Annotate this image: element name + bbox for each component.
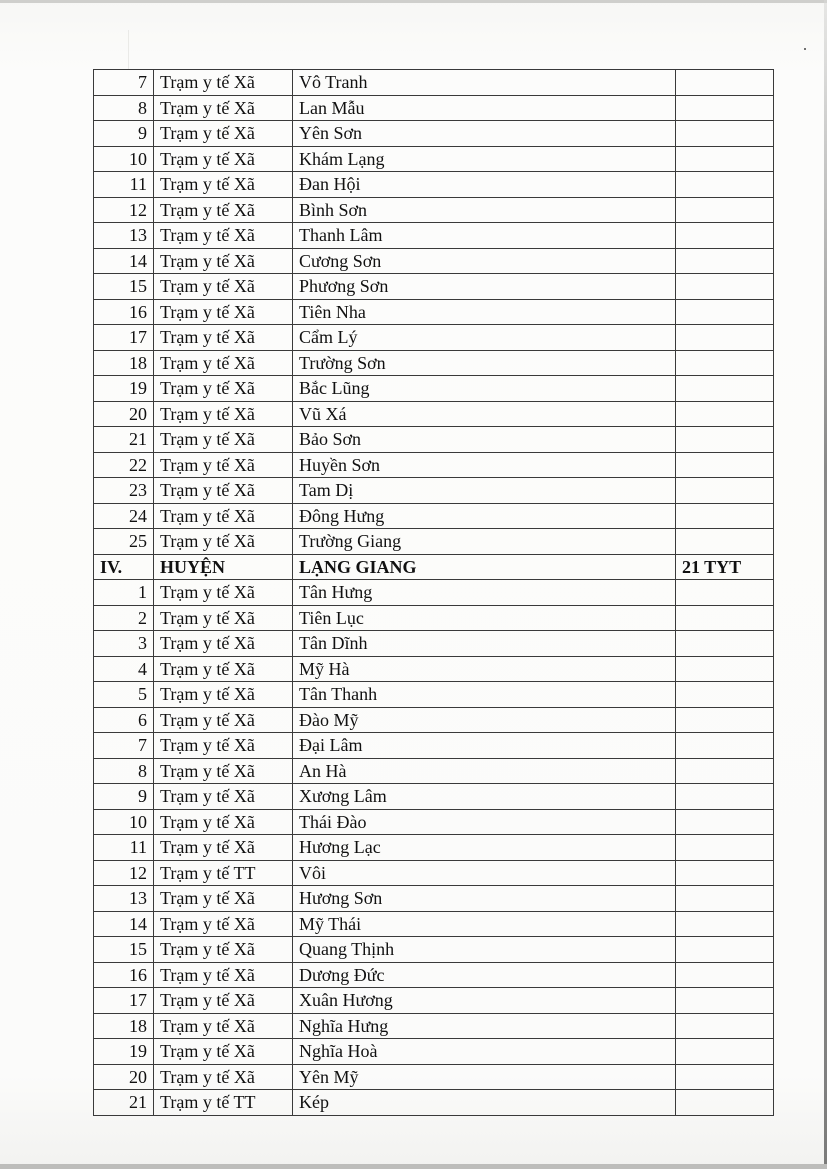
cell-facility-type: Trạm y tế Xã	[154, 146, 293, 172]
cell-facility-type: Trạm y tế Xã	[154, 299, 293, 325]
cell-facility-type: Trạm y tế Xã	[154, 937, 293, 963]
cell-count	[676, 605, 774, 631]
cell-number: 15	[94, 937, 154, 963]
cell-facility-type: Trạm y tế Xã	[154, 631, 293, 657]
cell-commune-name: Cẩm Lý	[293, 325, 676, 351]
cell-count	[676, 401, 774, 427]
table-row	[94, 1090, 774, 1116]
cell-commune-name: Tân Dĩnh	[293, 631, 676, 657]
cell-count	[676, 223, 774, 249]
cell-number: 21	[94, 1090, 154, 1116]
table-row	[94, 401, 774, 427]
cell-count	[676, 733, 774, 759]
cell-number: 7	[94, 733, 154, 759]
cell-number: 16	[94, 962, 154, 988]
cell-count	[676, 146, 774, 172]
table-row	[94, 325, 774, 351]
table-row	[94, 682, 774, 708]
cell-facility-type: Trạm y tế Xã	[154, 962, 293, 988]
station-count: 21 TYT	[676, 554, 774, 580]
cell-count	[676, 682, 774, 708]
cell-facility-type: Trạm y tế Xã	[154, 707, 293, 733]
cell-count	[676, 529, 774, 555]
table-row	[94, 478, 774, 504]
section-number: IV.	[94, 554, 154, 580]
cell-commune-name: Bình Sơn	[293, 197, 676, 223]
cell-number: 12	[94, 860, 154, 886]
cell-facility-type: Trạm y tế Xã	[154, 784, 293, 810]
cell-commune-name: Quang Thịnh	[293, 937, 676, 963]
cell-facility-type: Trạm y tế Xã	[154, 121, 293, 147]
cell-facility-type: Trạm y tế Xã	[154, 580, 293, 606]
cell-count	[676, 121, 774, 147]
cell-count	[676, 631, 774, 657]
cell-commune-name: Dương Đức	[293, 962, 676, 988]
table-row	[94, 886, 774, 912]
cell-number: 21	[94, 427, 154, 453]
cell-number: 13	[94, 223, 154, 249]
cell-facility-type: Trạm y tế Xã	[154, 1064, 293, 1090]
cell-number: 1	[94, 580, 154, 606]
cell-count	[676, 911, 774, 937]
cell-number: 3	[94, 631, 154, 657]
cell-number: 18	[94, 1013, 154, 1039]
cell-commune-name: Tân Thanh	[293, 682, 676, 708]
cell-number: 4	[94, 656, 154, 682]
cell-commune-name: Thanh Lâm	[293, 223, 676, 249]
table-row	[94, 121, 774, 147]
cell-facility-type: Trạm y tế Xã	[154, 911, 293, 937]
cell-commune-name: Huyền Sơn	[293, 452, 676, 478]
table-row	[94, 452, 774, 478]
cell-number: 2	[94, 605, 154, 631]
cell-number: 22	[94, 452, 154, 478]
table-row	[94, 146, 774, 172]
table-row	[94, 248, 774, 274]
table-body	[94, 70, 774, 1116]
cell-facility-type: Trạm y tế Xã	[154, 223, 293, 249]
table-row	[94, 223, 774, 249]
cell-facility-type: Trạm y tế Xã	[154, 95, 293, 121]
cell-count	[676, 656, 774, 682]
cell-count	[676, 860, 774, 886]
cell-facility-type: Trạm y tế Xã	[154, 248, 293, 274]
cell-commune-name: Đào Mỹ	[293, 707, 676, 733]
scan-speck	[804, 48, 806, 50]
cell-count	[676, 299, 774, 325]
cell-number: 19	[94, 376, 154, 402]
cell-count	[676, 350, 774, 376]
table-row	[94, 172, 774, 198]
cell-commune-name: Phương Sơn	[293, 274, 676, 300]
cell-count	[676, 172, 774, 198]
cell-facility-type: Trạm y tế Xã	[154, 427, 293, 453]
cell-commune-name: Kép	[293, 1090, 676, 1116]
cell-count	[676, 809, 774, 835]
page-bottom-edge	[0, 1164, 827, 1169]
table-row	[94, 1013, 774, 1039]
cell-count	[676, 452, 774, 478]
health-station-table	[93, 69, 774, 1116]
table-row	[94, 784, 774, 810]
cell-count	[676, 1013, 774, 1039]
cell-number: 20	[94, 401, 154, 427]
cell-commune-name: Tân Hưng	[293, 580, 676, 606]
cell-count	[676, 1039, 774, 1065]
cell-facility-type: Trạm y tế Xã	[154, 682, 293, 708]
cell-commune-name: Thái Đào	[293, 809, 676, 835]
table-row	[94, 95, 774, 121]
cell-count	[676, 70, 774, 96]
cell-number: 18	[94, 350, 154, 376]
table-row	[94, 70, 774, 96]
cell-facility-type: Trạm y tế Xã	[154, 197, 293, 223]
cell-count	[676, 95, 774, 121]
section-label: HUYỆN	[154, 554, 293, 580]
table-row	[94, 733, 774, 759]
cell-commune-name: Vũ Xá	[293, 401, 676, 427]
cell-facility-type: Trạm y tế Xã	[154, 809, 293, 835]
cell-count	[676, 784, 774, 810]
cell-number: 5	[94, 682, 154, 708]
cell-commune-name: Mỹ Hà	[293, 656, 676, 682]
cell-facility-type: Trạm y tế Xã	[154, 503, 293, 529]
cell-facility-type: Trạm y tế Xã	[154, 172, 293, 198]
table-row	[94, 503, 774, 529]
cell-commune-name: Yên Mỹ	[293, 1064, 676, 1090]
cell-count	[676, 707, 774, 733]
cell-commune-name: Nghĩa Hoà	[293, 1039, 676, 1065]
cell-number: 11	[94, 835, 154, 861]
cell-facility-type: Trạm y tế Xã	[154, 1039, 293, 1065]
cell-count	[676, 427, 774, 453]
table-row	[94, 580, 774, 606]
cell-number: 7	[94, 70, 154, 96]
cell-commune-name: Trường Sơn	[293, 350, 676, 376]
cell-commune-name: Tiên Lục	[293, 605, 676, 631]
cell-facility-type: Trạm y tế Xã	[154, 350, 293, 376]
table-row	[94, 962, 774, 988]
cell-commune-name: Xuân Hương	[293, 988, 676, 1014]
table-row	[94, 274, 774, 300]
cell-facility-type: Trạm y tế Xã	[154, 70, 293, 96]
cell-commune-name: Hương Lạc	[293, 835, 676, 861]
cell-number: 9	[94, 121, 154, 147]
cell-commune-name: Khám Lạng	[293, 146, 676, 172]
table-row	[94, 350, 774, 376]
cell-commune-name: Trường Giang	[293, 529, 676, 555]
table-row	[94, 1039, 774, 1065]
cell-number: 23	[94, 478, 154, 504]
table-row	[94, 197, 774, 223]
cell-number: 8	[94, 758, 154, 784]
cell-commune-name: Vô Tranh	[293, 70, 676, 96]
cell-commune-name: Mỹ Thái	[293, 911, 676, 937]
cell-count	[676, 274, 774, 300]
cell-commune-name: Đông Hưng	[293, 503, 676, 529]
cell-count	[676, 1064, 774, 1090]
cell-number: 9	[94, 784, 154, 810]
cell-commune-name: Cương Sơn	[293, 248, 676, 274]
cell-count	[676, 886, 774, 912]
cell-count	[676, 478, 774, 504]
cell-commune-name: Hương Sơn	[293, 886, 676, 912]
cell-number: 25	[94, 529, 154, 555]
cell-count	[676, 758, 774, 784]
cell-count	[676, 503, 774, 529]
cell-number: 15	[94, 274, 154, 300]
table-row	[94, 988, 774, 1014]
cell-number: 16	[94, 299, 154, 325]
cell-facility-type: Trạm y tế Xã	[154, 733, 293, 759]
cell-number: 14	[94, 911, 154, 937]
cell-count	[676, 376, 774, 402]
cell-number: 19	[94, 1039, 154, 1065]
cell-number: 10	[94, 809, 154, 835]
cell-facility-type: Trạm y tế TT	[154, 860, 293, 886]
cell-commune-name: Lan Mẫu	[293, 95, 676, 121]
table-row	[94, 911, 774, 937]
table-row	[94, 937, 774, 963]
cell-commune-name: Tiên Nha	[293, 299, 676, 325]
cell-facility-type: Trạm y tế Xã	[154, 835, 293, 861]
cell-commune-name: Nghĩa Hưng	[293, 1013, 676, 1039]
cell-commune-name: Bắc Lũng	[293, 376, 676, 402]
cell-number: 8	[94, 95, 154, 121]
cell-commune-name: An Hà	[293, 758, 676, 784]
cell-facility-type: Trạm y tế TT	[154, 1090, 293, 1116]
cell-count	[676, 580, 774, 606]
cell-facility-type: Trạm y tế Xã	[154, 452, 293, 478]
cell-commune-name: Tam Dị	[293, 478, 676, 504]
cell-count	[676, 197, 774, 223]
table-row	[94, 707, 774, 733]
table-row	[94, 427, 774, 453]
cell-facility-type: Trạm y tế Xã	[154, 605, 293, 631]
cell-number: 20	[94, 1064, 154, 1090]
cell-count	[676, 937, 774, 963]
cell-number: 13	[94, 886, 154, 912]
cell-facility-type: Trạm y tế Xã	[154, 274, 293, 300]
cell-facility-type: Trạm y tế Xã	[154, 325, 293, 351]
cell-count	[676, 835, 774, 861]
cell-facility-type: Trạm y tế Xã	[154, 988, 293, 1014]
cell-number: 17	[94, 988, 154, 1014]
cell-facility-type: Trạm y tế Xã	[154, 1013, 293, 1039]
cell-facility-type: Trạm y tế Xã	[154, 478, 293, 504]
cell-facility-type: Trạm y tế Xã	[154, 886, 293, 912]
cell-count	[676, 248, 774, 274]
cell-facility-type: Trạm y tế Xã	[154, 529, 293, 555]
cell-count	[676, 325, 774, 351]
table-row	[94, 835, 774, 861]
cell-facility-type: Trạm y tế Xã	[154, 758, 293, 784]
cell-number: 14	[94, 248, 154, 274]
cell-number: 10	[94, 146, 154, 172]
cell-number: 17	[94, 325, 154, 351]
table-row	[94, 376, 774, 402]
cell-number: 12	[94, 197, 154, 223]
table-row	[94, 631, 774, 657]
table-row	[94, 860, 774, 886]
cell-facility-type: Trạm y tế Xã	[154, 401, 293, 427]
table-row	[94, 529, 774, 555]
cell-count	[676, 962, 774, 988]
page-top-edge	[0, 0, 827, 3]
cell-count	[676, 1090, 774, 1116]
cell-count	[676, 988, 774, 1014]
cell-facility-type: Trạm y tế Xã	[154, 376, 293, 402]
table-row	[94, 656, 774, 682]
section-header-row	[94, 554, 774, 580]
table-row	[94, 758, 774, 784]
table-row	[94, 299, 774, 325]
cell-number: 24	[94, 503, 154, 529]
table-row	[94, 1064, 774, 1090]
bleed-through-artifact	[128, 30, 329, 70]
cell-commune-name: Đại Lâm	[293, 733, 676, 759]
cell-commune-name: Bảo Sơn	[293, 427, 676, 453]
cell-number: 6	[94, 707, 154, 733]
cell-commune-name: Yên Sơn	[293, 121, 676, 147]
cell-commune-name: Xương Lâm	[293, 784, 676, 810]
cell-commune-name: Vôi	[293, 860, 676, 886]
cell-number: 11	[94, 172, 154, 198]
cell-commune-name: Đan Hội	[293, 172, 676, 198]
cell-facility-type: Trạm y tế Xã	[154, 656, 293, 682]
district-name: LẠNG GIANG	[293, 554, 676, 580]
table-row	[94, 605, 774, 631]
table-row	[94, 809, 774, 835]
